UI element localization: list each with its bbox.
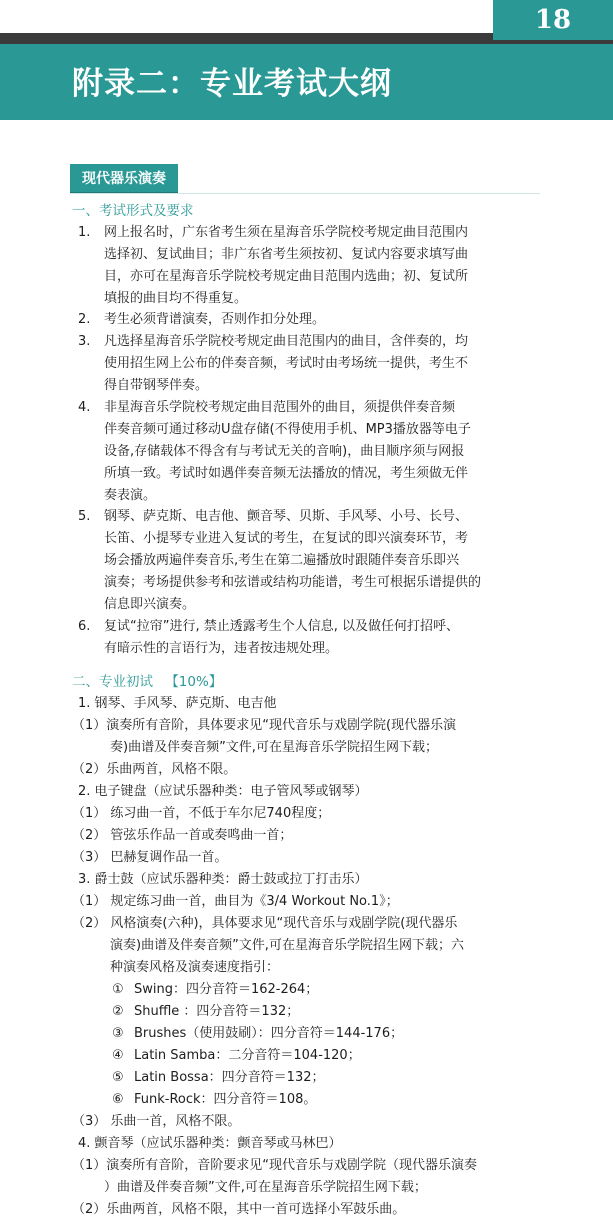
style-item [112,1001,299,1023]
style-item [112,1023,403,1045]
item-line: 填报的曲目均不得重复。 [104,291,248,306]
body-line: （2） 风格演奏(六种)，具体要求见“现代音乐与戏剧学院(现代器乐 [72,916,458,931]
style-text: Brushes（使用鼓刷）：四分音符＝144-176； [134,1026,404,1041]
style-text: Funk-Rock：四分音符＝108。 [134,1092,317,1107]
body-line: （1） 练习曲一首，不低于车尔尼740程度； [72,806,331,821]
item-line: 目，亦可在星海音乐学院校考规定曲目范围内选曲；初、复试所 [104,269,469,284]
body-line: 4. 颤音琴（应试乐器种类：颤音琴或马林巴） [78,1136,342,1151]
list-item [78,616,548,656]
item-line: 设备,存储载体不得含有与考试无关的音响)，曲目顺序须与网报 [104,444,465,459]
body-line: （1）演奏所有音阶，具体要求见“现代音乐与戏剧学院(现代器乐演 [72,718,457,733]
body-line: （2）乐曲两首，风格不限，其中一首可选择小军鼓乐曲。 [72,1202,406,1217]
style-mark: ⑤ [112,1070,124,1085]
body-line: （3） 巴赫复调作品一首。 [72,850,228,865]
body-line: （3） 乐曲一首，风格不限。 [72,1114,241,1129]
style-item [112,1089,316,1111]
style-item [112,1067,325,1089]
part1-heading: 一、考试形式及要求 [72,203,194,219]
item-line: 场会播放两遍伴奏音乐,考生在第二遍播放时跟随伴奏音乐即兴 [104,553,460,568]
body-line: 3. 爵士鼓（应试乐器种类：爵士鼓或拉丁打击乐） [78,872,368,887]
part2-heading [72,672,222,692]
body-line: （2） 管弦乐作品一首或奏鸣曲一首； [72,828,293,843]
body-line: （1） 规定练习曲一首，曲目为《3/4 Workout No.1》； [72,894,399,909]
body-line: 2. 电子键盘（应试乐器种类：电子管风琴或钢琴） [78,784,368,799]
item-line: 奏表演。 [104,488,157,503]
item-number: 2. [78,312,91,327]
item-line: 选择初、复试曲目；非广东省考生须按初、复试内容要求填写曲 [104,247,469,262]
item-line: 考生必须背谱演奏，否则作扣分处理。 [104,312,326,327]
style-mark: ③ [112,1026,124,1041]
style-item [112,979,318,1001]
item-line: 钢琴、萨克斯、电吉他、颤音琴、贝斯、手风琴、小号、长号、 [104,509,469,524]
style-mark: ⑥ [112,1092,124,1107]
style-text: Shuffle ：四分音符＝132； [134,1004,300,1019]
style-text: Swing：四分音符＝162-264； [134,982,319,997]
item-line: 长笛、小提琴专业进入复试的考生，在复试的即兴演奏环节，考 [104,531,469,546]
body-line: 种演奏风格及演奏速度指引： [110,960,280,975]
item-line: 演奏；考场提供参考和弦谱或结构功能谱，考生可根据乐谱提供的 [104,575,482,590]
page-title: 附录二：专业考试大纲 [72,66,392,102]
style-text: Latin Bossa：四分音符＝132； [134,1070,325,1085]
item-line: 得自带钢琴伴奏。 [104,378,209,393]
body-line: （1）演奏所有音阶，音阶要求见“现代音乐与戏剧学院（现代器乐演奏 [72,1158,478,1173]
list-item [78,397,548,503]
style-mark: ① [112,982,124,997]
body-line: ）曲谱及伴奏音频”文件,可在星海音乐学院招生网下载； [104,1180,427,1195]
item-line: 凡选择星海音乐学院校考规定曲目范围内的曲目，含伴奏的，均 [104,334,469,349]
style-text: Latin Samba：二分音符＝104-120； [134,1048,361,1063]
body-line: 演奏)曲谱及伴奏音频”文件,可在星海音乐学院招生网下载；六 [110,938,464,953]
style-mark: ② [112,1004,124,1019]
part2-heading-text: 二、专业初试 [72,674,153,690]
item-number: 1. [78,225,91,240]
list-item [78,331,548,393]
list-item [78,506,548,612]
item-line: 使用招生网上公布的伴奏音频，考试时由考场统一提供，考生不 [104,356,469,371]
style-mark: ④ [112,1048,124,1063]
item-line: 信息即兴演奏。 [104,597,196,612]
item-number: 5. [78,509,91,524]
page-number: 18 [493,0,613,40]
item-line: 所填一致。考试时如遇伴奏音频无法播放的情况，考生须做无伴 [104,466,469,481]
body-line: 奏)曲谱及伴奏音频”文件,可在星海音乐学院招生网下载； [110,740,438,755]
section-tag: 现代器乐演奏 [70,164,178,194]
item-line: 复试“拉帘”进行, 禁止透露考生个人信息, 以及做任何打招呼、 [104,619,459,634]
item-line: 网上报名时，广东省考生须在星海音乐学院校考规定曲目范围内 [104,225,469,240]
body-line: （2）乐曲两首，风格不限。 [72,762,237,777]
item-line: 有暗示性的言语行为，违者按违规处理。 [104,641,339,656]
item-number: 4. [78,400,91,415]
item-number: 3. [78,334,91,349]
part2-heading-percent: 【10%】 [165,674,223,690]
item-line: 非星海音乐学院校考规定曲目范围外的曲目，须提供伴奏音频 [104,400,456,415]
style-item [112,1045,361,1067]
list-item [78,309,548,331]
body-line: 1. 钢琴、手风琴、萨克斯、电吉他 [78,696,277,711]
item-line: 伴奏音频可通过移动U盘存储(不得使用手机、MP3播放器等电子 [104,422,471,437]
list-item [78,222,548,306]
item-number: 6. [78,619,91,634]
